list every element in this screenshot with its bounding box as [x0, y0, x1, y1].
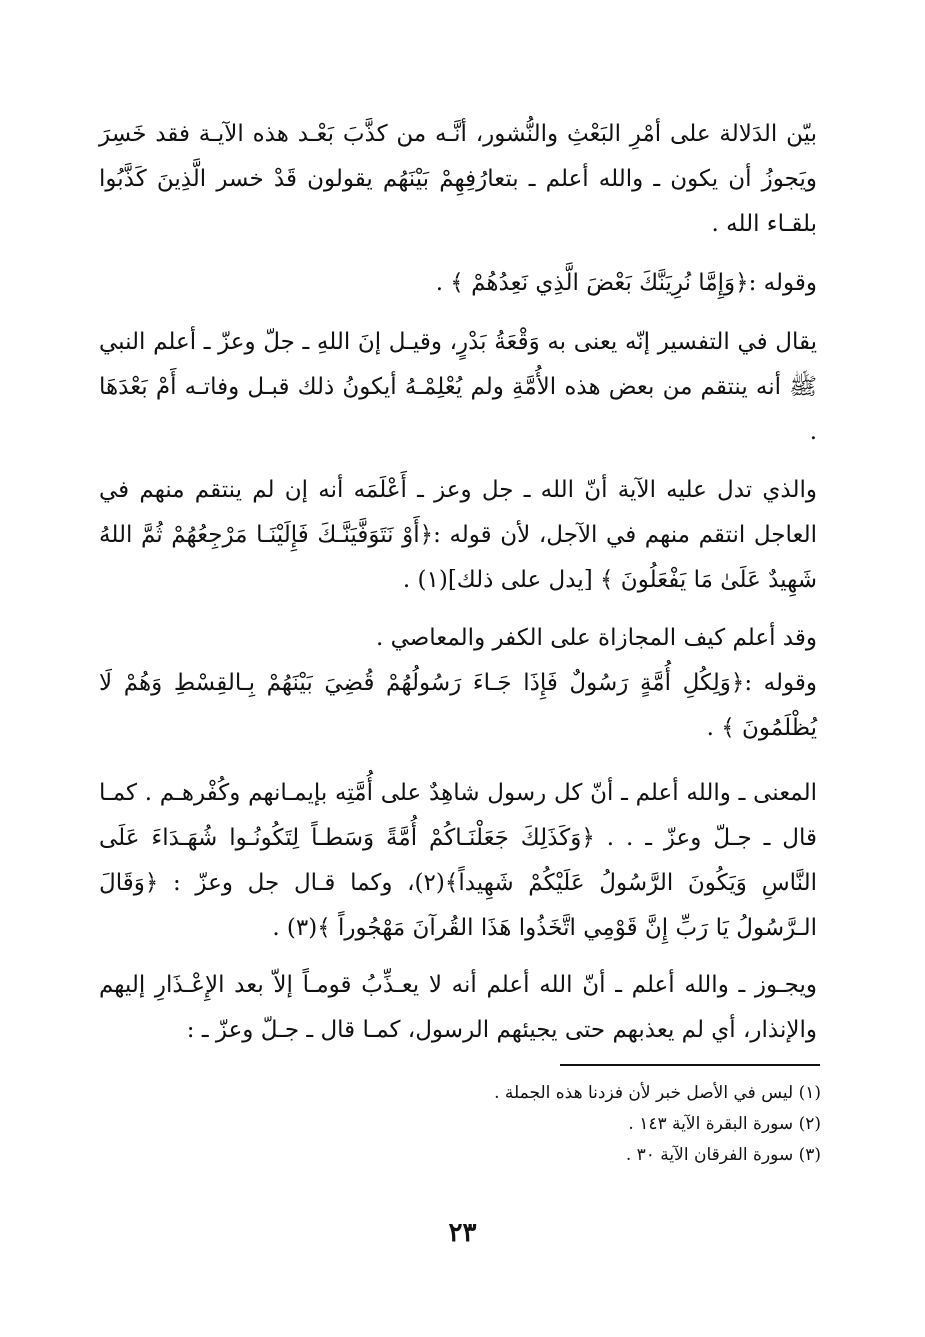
paragraph-1-block [99, 112, 817, 247]
paragraph: بيّن الدَلالة على أمْرِ البَعْثِ والنُّشور، أنَّـه من كذَّبَ بَعْـد هذه الآيـة فقد خَسِرَ ويَجوزُ أن يكون ـ والله أعلم ـ بتعارُفِهِمْ بَيْنَهُم يقولون قَدْ خسر الَّذِينَ كَذَّبُوا بلقـاء الله . [99, 121, 817, 237]
paragraph: يقال في التفسير إنّه يعنى به وَقْعَةُ بَدْرٍ، وقيـل إنَ اللهِ ـ جلّ وعزّ ـ أعلم النبي ﷺ أنه ينتقم من بعض هذه الأُمَّةِ ولم يُعْلِمْـهُ أيكونُ ذلك قبـل وفاتـه أَمْ بَعْدَهَا . [99, 329, 817, 445]
footnotes [101, 1078, 821, 1171]
paragraph: وقد أعلم كيف المجازاة على الكفر والمعاصي . [375, 625, 817, 651]
paragraph-2-block [99, 261, 817, 306]
paragraph-8-block [99, 963, 817, 1053]
paragraph-7-block [99, 771, 817, 951]
paragraph-5-block [99, 616, 817, 661]
footnote-2: (٢) سورة البقرة الآية ١٤٣ . [628, 1114, 821, 1134]
paragraph: وقوله :﴿وَإِمَّا نُرِيَنَّكَ بَعْضَ الَّذِي نَعِدُهُمْ ﴾ . [435, 270, 817, 296]
page-number: ٢٣ [448, 1218, 477, 1248]
paragraph-4-block [99, 468, 817, 603]
footnote-3: (٣) سورة الفرقان الآية ٣٠ . [625, 1145, 821, 1165]
paragraph-6-block [99, 661, 817, 751]
paragraph: ويجـوز ـ والله أعلم ـ أنّ الله أعلم أنه لا يعـذِّبُ قومـاً إلاّ بعد الإِعْـذَارِ إليهم والإنذار، أي لم يعذبهم حتى يجيئهم الرسول، كمـا قال ـ جـلّ وعزّ ـ : [99, 972, 817, 1043]
paragraph-3-block [99, 320, 817, 455]
paragraph: والذي تدل عليه الآية أنّ الله ـ جل وعز ـ أَعْلَمَه أنه إن لم ينتقم منهم في العاجل انتقم منهم في الآجل، لأن قوله :﴿أَوْ نَتَوَفَّيَنَّـكَ فَإِلَيْنَـا مَرْجِعُهُمْ ثُمَّ اللهُ شَهِيدٌ عَلَىٰ مَا يَفْعَلُونَ ﴾ [يدل على ذلك](١) . [99, 477, 817, 593]
paragraph: المعنى ـ والله أعلم ـ أنّ كل رسول شاهِدٌ على أُمَّتِه بإيمـانهم وكُفْرهـم . كمـا قال ـ جـلّ وعزّ ـ . . ﴿وَكَذَلِكَ جَعَلْنَـاكُمْ أُمَّةً وَسَطـاً لِتَكُونُـوا شُهَـدَاءَ عَلَى النَّاسِ وَيَكُونَ الرَّسُولُ عَلَيْكُمْ شَهِيداً﴾(٢)، وكما قـال جل وعزّ : ﴿وَقَالَ الـرَّسُولُ يَا رَبِّ إِنَّ قَوْمِي اتَّخَذُوا هَذَا القُرآنَ مَهْجُوراً ﴾(٣) . [99, 780, 817, 941]
paragraph: وقوله :﴿وَلِكُلِ أُمَّةٍ رَسُولٌ فَإِذَا جَـاءَ رَسُولُهُمْ قُضِيَ بَيْنَهُمْ بِـالقِسْطِ وَهُمْ لَا يُظْلَمُونَ ﴾ . [99, 670, 817, 741]
footnote-1: (١) ليس في الأصل خبر لأن فزدنا هذه الجملة . [494, 1083, 821, 1103]
footnote-divider [560, 1064, 820, 1066]
